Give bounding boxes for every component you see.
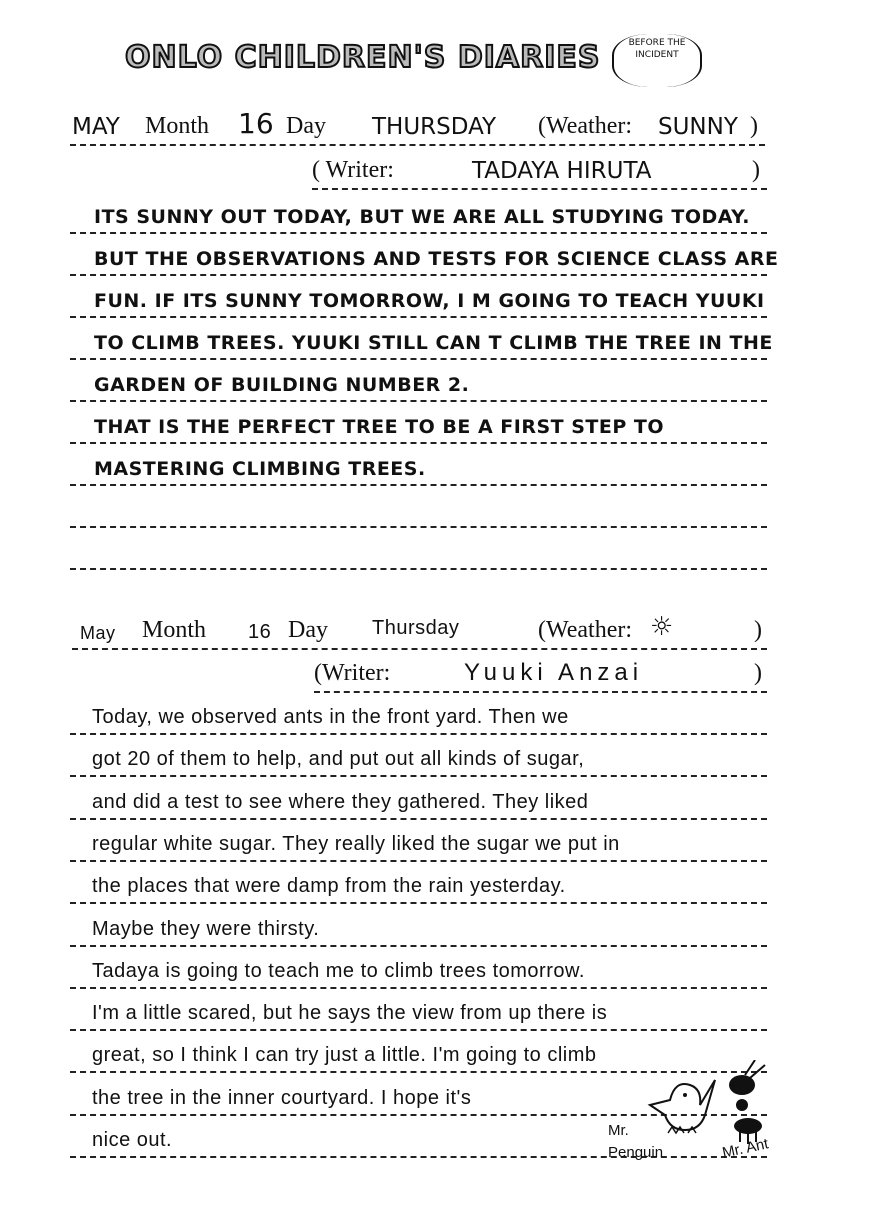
entry1-day: 16 [238, 107, 274, 140]
diary-line-text: GARDEN OF BUILDING NUMBER 2. [94, 374, 470, 396]
entry1-month-label: Month [145, 113, 210, 139]
diary-line-text: TO CLIMB TREES. YUUKI STILL CAN T CLIMB THE TREE IN THE [94, 332, 773, 354]
diary-line-text: THAT IS THE PERFECT TREE TO BE A FIRST STEP TO [94, 416, 665, 438]
diary-line-text: the tree in the inner courtyard. I hope it's [92, 1086, 472, 1109]
diary-line [70, 532, 767, 570]
diary-line-text: the places that were damp from the rain yesterday. [92, 875, 566, 898]
entry1-weekday: THURSDAY [372, 114, 497, 140]
diary-line [70, 782, 767, 820]
entry2-month-label: Month [142, 617, 207, 643]
page-title: ONLO CHILDREN'S DIARIES [125, 40, 601, 75]
entry2-close: ) [754, 617, 762, 643]
diary-line-text: got 20 of them to help, and put out all kinds of sugar, [92, 748, 585, 771]
diary-line-text: FUN. IF ITS SUNNY TOMORROW, I M GOING TO TEACH YUUKI [94, 290, 765, 312]
diary-line [70, 909, 767, 947]
entry2-weekday: Thursday [372, 617, 460, 639]
diary-line-text: Tadaya is going to teach me to climb trees tomorrow. [92, 959, 585, 982]
entry2-date-line [72, 612, 767, 650]
penguin-drawing-icon [640, 1075, 720, 1145]
entry2-weather-label: (Weather: [538, 617, 633, 643]
diary-line [70, 866, 767, 904]
diary-line-text: nice out. [92, 1129, 173, 1151]
entry2-writer-close: ) [754, 660, 762, 686]
penguin-label: Mr. Penguin [608, 1122, 664, 1161]
ant-drawing-icon [720, 1060, 780, 1145]
diary-line [70, 824, 767, 862]
entry2-day: 16 [248, 621, 272, 643]
diary-line [70, 322, 773, 360]
diary-line-text: I'm a little scared, but he says the view from up there is [92, 1002, 608, 1025]
diary-line [70, 364, 767, 402]
diary-line-text: Maybe they were thirsty. [92, 917, 320, 940]
entry1-day-label: Day [286, 113, 326, 139]
diary-line [70, 697, 767, 735]
entry1-close: ) [750, 113, 758, 139]
entry1-writer-label: ( Writer: [312, 157, 394, 183]
diary-line [70, 993, 767, 1031]
diary-line [70, 406, 767, 444]
diary-line [70, 448, 767, 486]
diary-line [70, 280, 767, 318]
entry2-day-label: Day [288, 617, 328, 643]
entry1-weather-label: (Weather: [538, 113, 633, 139]
diary-line [70, 739, 767, 777]
diary-line-text: BUT THE OBSERVATIONS AND TESTS FOR SCIENCE CLASS ARE [94, 248, 779, 270]
diary-line-text: and did a test to see where they gathered. They liked [92, 790, 589, 813]
diary-line-text: Today, we observed ants in the front yard. Then we [92, 706, 569, 728]
entry1-month: MAY [72, 114, 120, 140]
entry2-month: May [80, 623, 116, 643]
diary-line-text: MASTERING CLIMBING TREES. [94, 458, 426, 480]
diary-line [70, 490, 767, 528]
diary-line-text: regular white sugar. They really liked the sugar we put in [92, 832, 620, 855]
diary-line-text: ITS SUNNY OUT TODAY, BUT WE ARE ALL STUDYING TODAY. [94, 206, 750, 228]
subtitle: BEFORE THE INCIDENT [612, 34, 702, 87]
entry2-writer-label: (Writer: [314, 660, 391, 686]
ant-label: Mr. Ant [720, 1135, 770, 1162]
entry1-weather: SUNNY [658, 114, 738, 140]
entry1-writer-line [312, 152, 767, 190]
diary-line [70, 951, 767, 989]
entry2-writer: Yuuki Anzai [464, 659, 644, 686]
diary-line-text: great, so I think I can try just a little. I'm going to climb [92, 1044, 597, 1067]
entry1-writer-close: ) [752, 157, 760, 183]
entry1-writer: TADAYA HIRUTA [472, 158, 652, 184]
entry1-date-line [70, 108, 765, 146]
diary-line [70, 196, 767, 234]
diary-line [70, 1035, 767, 1073]
entry2-writer-line [314, 655, 767, 693]
diary-line [70, 238, 779, 276]
sun-drawing-icon: ☼ [650, 612, 674, 642]
